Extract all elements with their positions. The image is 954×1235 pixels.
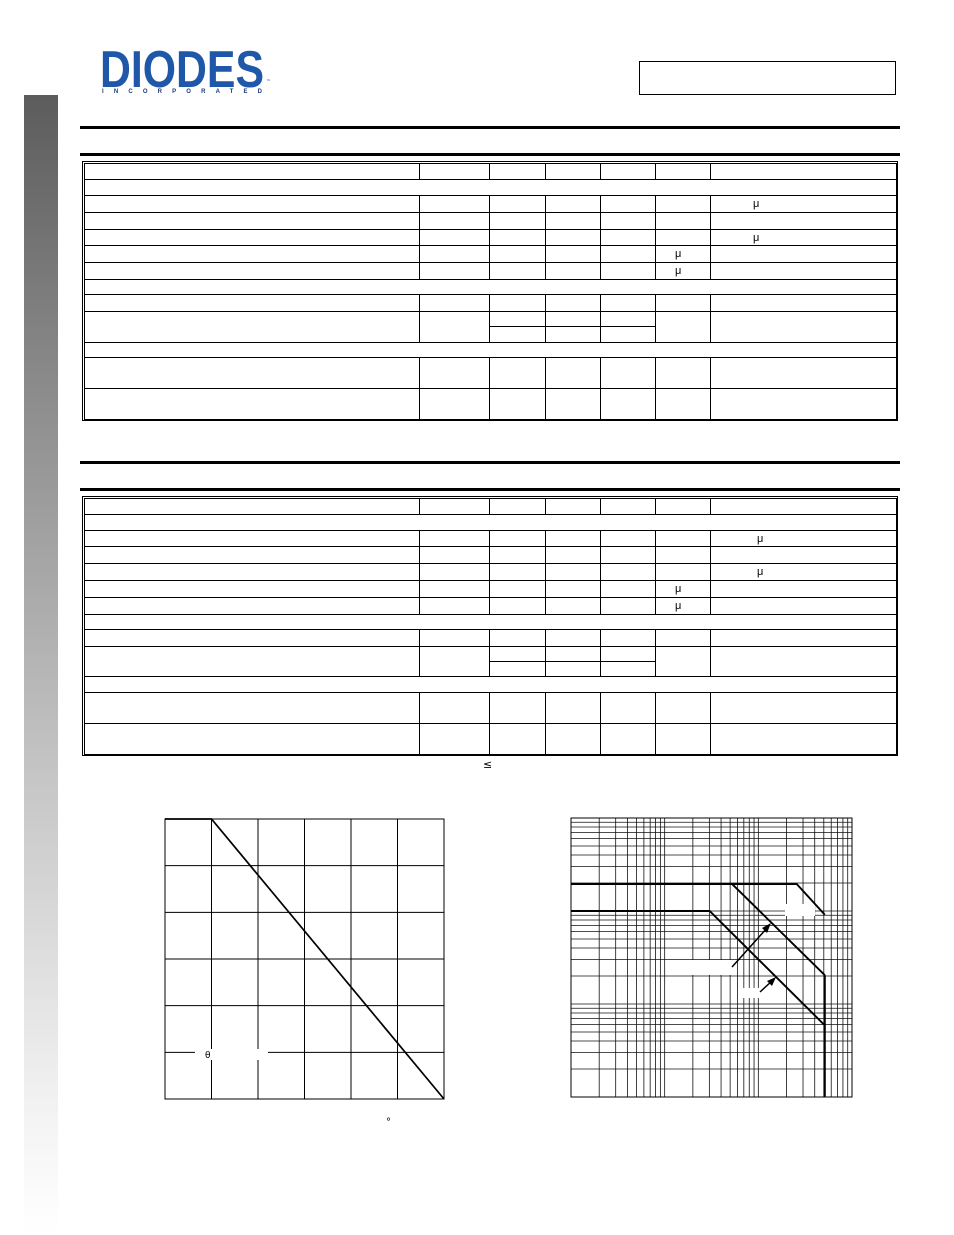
table-cell <box>600 245 656 263</box>
table-cell <box>545 546 601 564</box>
table-cell <box>419 646 490 677</box>
table-header-cell <box>710 163 897 180</box>
table-cell <box>489 646 546 662</box>
table-cell <box>419 580 490 598</box>
table-cell <box>419 212 490 230</box>
table-cell <box>600 326 656 343</box>
table-section-row <box>84 179 897 196</box>
table-cell <box>655 646 711 677</box>
table-section-row <box>84 514 897 531</box>
table-cell <box>489 580 546 598</box>
part-number-box <box>639 61 896 95</box>
table-cell <box>600 661 656 677</box>
table-cell <box>655 563 711 581</box>
table-cell <box>600 388 656 420</box>
table-cell <box>710 597 897 615</box>
table-header-cell <box>489 163 546 180</box>
table-section-row <box>84 614 897 630</box>
table-cell <box>545 563 601 581</box>
chart1-annotation: θ <box>205 1051 211 1061</box>
table-cell <box>84 245 420 263</box>
table-cell <box>600 530 656 547</box>
table-cell <box>419 546 490 564</box>
table-cell <box>600 723 656 755</box>
table-cell: μ <box>710 530 897 547</box>
chart2-plot-border <box>571 818 852 1097</box>
table-cell <box>84 357 420 389</box>
table-cell <box>600 629 656 647</box>
table-cell <box>545 530 601 547</box>
table-header-cell <box>84 498 420 515</box>
table-cell <box>545 723 601 755</box>
table-cell <box>84 563 420 581</box>
table-cell <box>710 311 897 343</box>
table-cell <box>545 294 601 312</box>
table-cell <box>600 563 656 581</box>
table-cell <box>489 629 546 647</box>
table-cell <box>489 546 546 564</box>
table-cell: μ <box>710 195 897 213</box>
table-cell <box>84 629 420 647</box>
table-cell <box>710 546 897 564</box>
table-cell <box>545 229 601 246</box>
table-cell <box>84 229 420 246</box>
table-header-cell <box>545 498 601 515</box>
table-cell <box>84 212 420 230</box>
table-header-cell <box>545 163 601 180</box>
table-cell <box>489 357 546 389</box>
table-cell <box>655 692 711 724</box>
table-cell <box>710 294 897 312</box>
table-cell <box>84 692 420 724</box>
table-cell <box>84 580 420 598</box>
table-cell <box>655 723 711 755</box>
safe-operating-area-chart <box>565 812 860 1107</box>
table-cell <box>545 326 601 343</box>
table-cell <box>489 563 546 581</box>
table-cell <box>489 388 546 420</box>
table-cell <box>545 629 601 647</box>
table-cell <box>489 195 546 213</box>
table-cell <box>655 629 711 647</box>
section-rule <box>80 488 900 491</box>
table-header-cell <box>419 163 490 180</box>
table-cell <box>489 326 546 343</box>
table-cell <box>655 294 711 312</box>
table-cell <box>489 212 546 230</box>
table-section-row <box>84 676 897 693</box>
table-header-cell <box>600 163 656 180</box>
chart2-label-bg <box>672 960 732 975</box>
table-header-cell <box>655 163 711 180</box>
table-cell <box>600 195 656 213</box>
side-gradient-bar <box>24 95 58 1235</box>
table-cell <box>419 195 490 213</box>
table-cell: μ <box>710 229 897 246</box>
table-cell <box>419 629 490 647</box>
table-cell <box>419 294 490 312</box>
table-cell <box>84 530 420 547</box>
table-cell: μ <box>655 580 711 598</box>
table-cell <box>655 195 711 213</box>
table-cell <box>710 723 897 755</box>
table-cell <box>489 597 546 615</box>
table-header-cell <box>710 498 897 515</box>
table-cell <box>600 597 656 615</box>
table-cell <box>419 692 490 724</box>
table-cell <box>84 311 420 343</box>
table-cell <box>84 262 420 280</box>
table-cell <box>545 311 601 327</box>
table-cell: μ <box>655 245 711 263</box>
table-cell <box>600 580 656 598</box>
table-cell <box>489 262 546 280</box>
section-rule <box>80 126 900 129</box>
table-header-cell <box>489 498 546 515</box>
table-cell <box>84 195 420 213</box>
table-cell <box>655 357 711 389</box>
table-cell <box>489 229 546 246</box>
table-cell <box>600 212 656 230</box>
table-cell <box>545 357 601 389</box>
chart2-label-bg <box>785 904 815 916</box>
table-cell <box>419 388 490 420</box>
diodes-logo <box>98 46 278 98</box>
section-rule <box>80 461 900 464</box>
table-cell: μ <box>655 597 711 615</box>
chart1-xlabel: ° <box>386 1117 391 1128</box>
logo-wordmark: DIODES <box>100 46 264 98</box>
table-header-cell <box>84 163 420 180</box>
table-section-row <box>84 342 897 358</box>
table-cell <box>655 229 711 246</box>
electrical-table-2 <box>84 498 897 755</box>
section-rule <box>80 153 900 156</box>
table-cell <box>710 262 897 280</box>
table-cell <box>545 388 601 420</box>
table-cell <box>655 546 711 564</box>
derating-chart <box>160 812 460 1132</box>
table-cell <box>489 723 546 755</box>
table-cell <box>710 580 897 598</box>
table-cell <box>545 195 601 213</box>
chart2-grid <box>571 818 852 1097</box>
table-cell <box>710 245 897 263</box>
table-cell <box>545 262 601 280</box>
table-cell: μ <box>710 563 897 581</box>
table-cell <box>419 262 490 280</box>
table-cell <box>545 597 601 615</box>
table-cell <box>489 311 546 327</box>
table-cell <box>600 229 656 246</box>
table-cell <box>419 530 490 547</box>
table-cell <box>84 723 420 755</box>
table-cell <box>600 357 656 389</box>
table-cell <box>600 311 656 327</box>
table-cell <box>545 646 601 662</box>
table-cell <box>419 597 490 615</box>
table-cell <box>419 723 490 755</box>
table-cell <box>710 692 897 724</box>
table-cell <box>84 546 420 564</box>
table-cell <box>600 646 656 662</box>
table-cell <box>84 597 420 615</box>
table-cell <box>419 229 490 246</box>
table-cell <box>545 212 601 230</box>
table-cell <box>84 646 420 677</box>
table-cell <box>600 692 656 724</box>
table-cell <box>655 311 711 343</box>
table-cell <box>545 245 601 263</box>
table-cell <box>710 388 897 420</box>
table-cell <box>600 262 656 280</box>
logo-trademark: ™ <box>266 79 271 85</box>
table-cell <box>84 388 420 420</box>
table-cell: μ <box>655 262 711 280</box>
table-cell <box>545 661 601 677</box>
table-cell <box>655 212 711 230</box>
table-cell <box>489 294 546 312</box>
electrical-table-1 <box>84 163 897 420</box>
table-cell <box>419 357 490 389</box>
table-cell <box>600 294 656 312</box>
table-cell <box>600 546 656 564</box>
table-cell <box>710 212 897 230</box>
table-cell <box>545 580 601 598</box>
table-cell <box>489 245 546 263</box>
table-cell <box>419 563 490 581</box>
table-cell <box>655 388 711 420</box>
table-note-symbol: ≤ <box>483 758 493 771</box>
table-cell <box>84 294 420 312</box>
table-cell <box>710 357 897 389</box>
table-section-row <box>84 279 897 295</box>
logo-subtitle: INCORPORATED <box>102 89 262 95</box>
table-header-cell <box>419 498 490 515</box>
table-header-cell <box>655 498 711 515</box>
table-cell <box>655 530 711 547</box>
table-cell <box>489 661 546 677</box>
table-cell <box>710 646 897 677</box>
chart2-arrow <box>760 977 776 992</box>
table-cell <box>419 311 490 343</box>
table-header-cell <box>600 498 656 515</box>
table-cell <box>545 692 601 724</box>
table-cell <box>710 629 897 647</box>
table-cell <box>489 692 546 724</box>
table-cell <box>419 245 490 263</box>
table-cell <box>489 530 546 547</box>
chart2-label-bg <box>740 988 760 998</box>
